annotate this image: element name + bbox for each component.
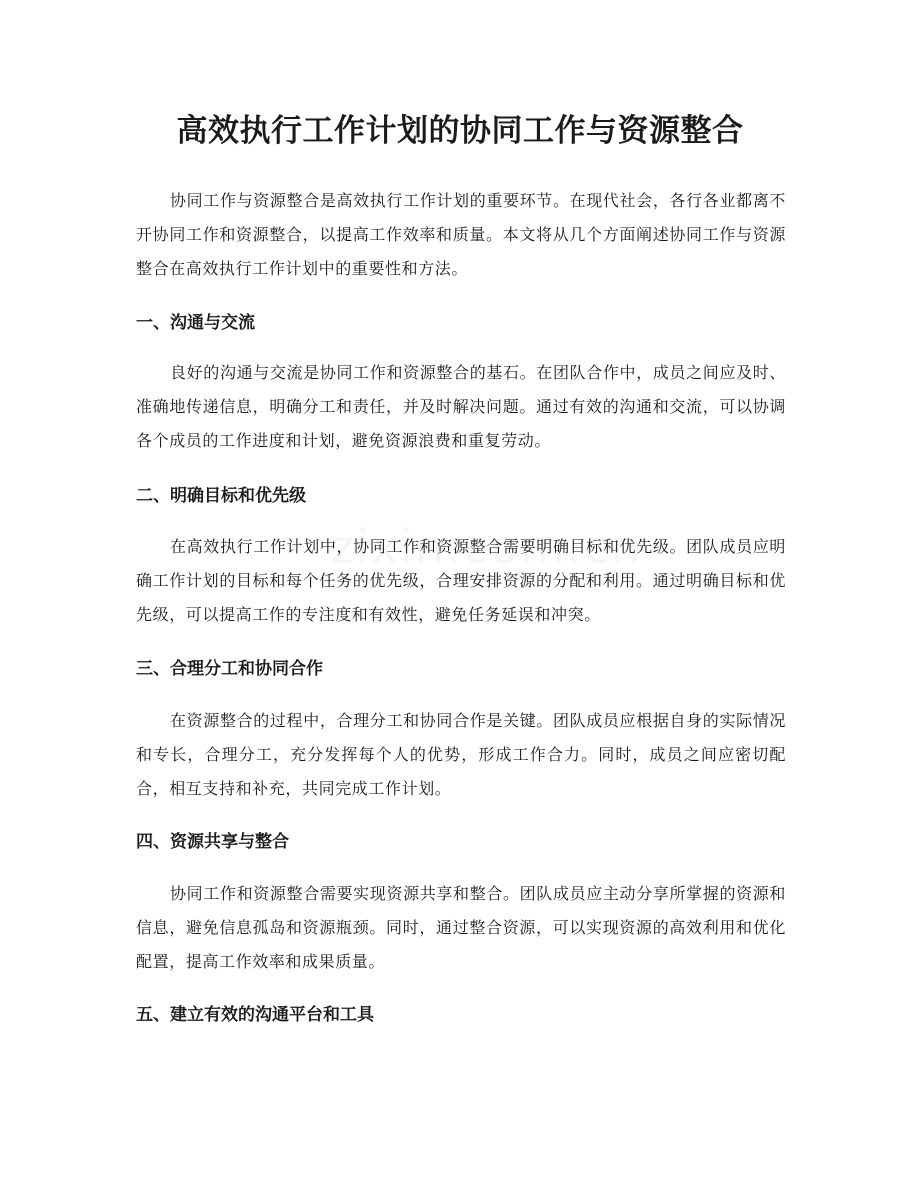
section-body-1: 良好的沟通与交流是协同工作和资源整合的基石。在团队合作中，成员之间应及时、准确地传递信息，明确分工和责任，并及时解决问题。通过有效的沟通和交流，可以协调各个成员的工作进度和计划，避免资源浪费和重复劳动。 — [136, 363, 786, 450]
section-heading-4: 四、资源共享与整合 — [136, 832, 289, 852]
section-body-2: 在高效执行工作计划中，协同工作和资源整合需要明确目标和优先级。团队成员应明确工作计划的目标和每个任务的优先级，合理安排资源的分配和利用。通过明确目标和优先级，可以提高工作的专注度和有效性，避免任务延误和冲突。 — [136, 537, 786, 624]
intro-paragraph: 协同工作与资源整合是高效执行工作计划的重要环节。在现代社会，各行各业都离不开协同工作和资源整合，以提高工作效率和质量。本文将从几个方面阐述协同工作与资源整合在高效执行工作计划中的重要性和方法。 — [136, 191, 786, 278]
document-title: 高效执行工作计划的协同工作与资源整合 — [176, 113, 744, 149]
section-body-4: 协同工作和资源整合需要实现资源共享和整合。团队成员应主动分享所掌握的资源和信息，避免信息孤岛和资源瓶颈。同时，通过整合资源，可以实现资源的高效利用和优化配置，提高工作效率和成果质量。 — [136, 884, 786, 971]
section-heading-3: 三、合理分工和协同合作 — [136, 659, 323, 679]
section-heading-5: 五、建立有效的沟通平台和工具 — [136, 1005, 374, 1025]
section-heading-1: 一、沟通与交流 — [136, 313, 255, 333]
section-heading-2: 二、明确目标和优先级 — [136, 486, 306, 506]
section-body-3: 在资源整合的过程中，合理分工和协同合作是关键。团队成员应根据自身的实际情况和专长，合理分工，充分发挥每个人的优势，形成工作合力。同时，成员之间应密切配合，相互支持和补充，共同完成工作计划。 — [136, 711, 786, 798]
